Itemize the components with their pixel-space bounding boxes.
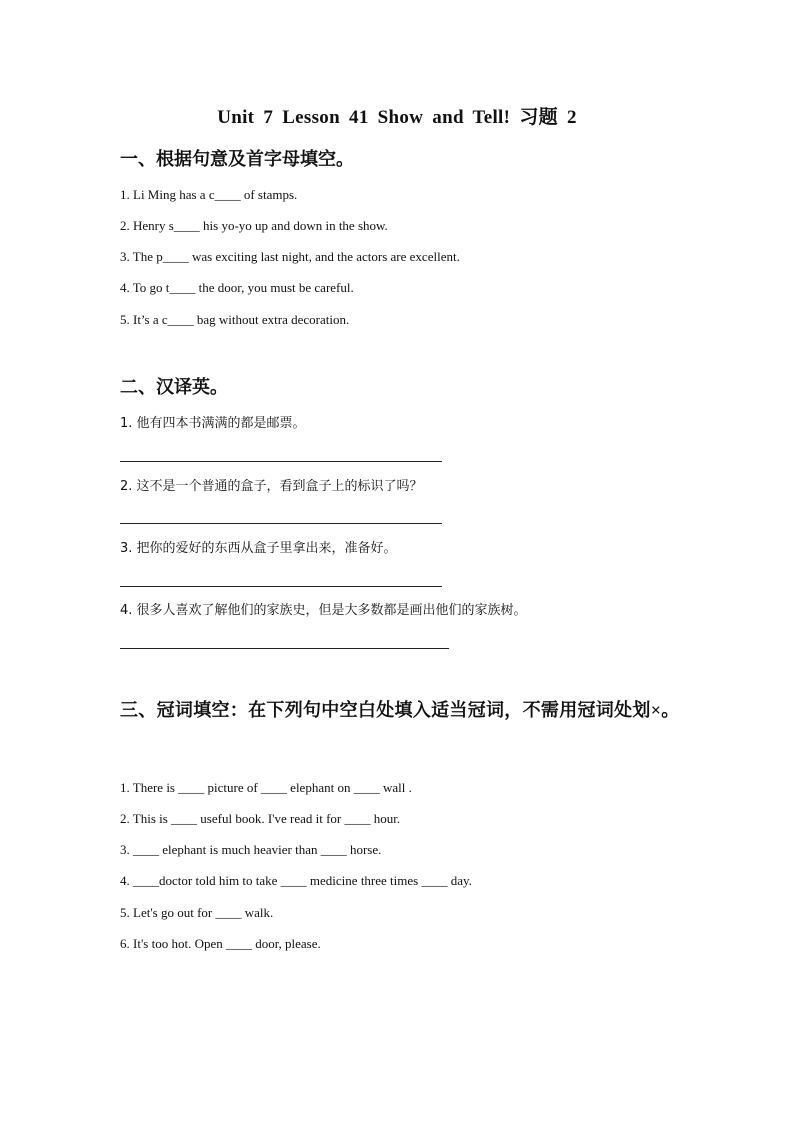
section1-item-1: 1. Li Ming has a c____ of stamps.	[120, 187, 298, 202]
section2-item-1: 1. 他有四本书满满的都是邮票。	[120, 416, 306, 431]
answer-line-1	[120, 461, 442, 462]
section1-item-5: 5. It’s a c____ bag without extra decoration.	[120, 312, 350, 327]
section1-item-2: 2. Henry s____ his yo-yo up and down in the show.	[120, 218, 388, 233]
answer-line-2	[120, 523, 442, 524]
section2-heading: 二、汉译英。	[120, 377, 228, 397]
section3-item-3: 3. ____ elephant is much heavier than ____ horse.	[120, 842, 382, 857]
section2-item-3: 3. 把你的爱好的东西从盒子里拿出来，准备好。	[120, 541, 397, 556]
section1-item-4: 4. To go t____ the door, you must be careful.	[120, 280, 354, 295]
section2-item-2: 2. 这不是一个普通的盒子，看到盒子上的标识了吗？	[120, 479, 423, 494]
answer-line-4	[120, 648, 449, 649]
section3-item-6: 6. It's too hot. Open ____ door, please.	[120, 936, 321, 951]
document-title: Unit 7 Lesson 41 Show and Tell! 习题 2	[217, 107, 577, 128]
section1-heading: 一、根据句意及首字母填空。	[120, 149, 354, 169]
section3-item-4: 4. ____doctor told him to take ____ medicine three times ____ day.	[120, 873, 472, 888]
section3-item-5: 5. Let's go out for ____ walk.	[120, 905, 274, 920]
section1-item-3: 3. The p____ was exciting last night, and the actors are excellent.	[120, 249, 460, 264]
section2-item-4: 4. 很多人喜欢了解他们的家族史，但是大多数都是画出他们的家族树。	[120, 603, 527, 618]
section3-item-2: 2. This is ____ useful book. I've read it for ____ hour.	[120, 811, 401, 826]
answer-line-3	[120, 586, 442, 587]
section3-item-1: 1. There is ____ picture of ____ elephant on ____ wall .	[120, 780, 412, 795]
section3-heading: 三、冠词填空：在下列句中空白处填入适当冠词，不需用冠词处划×。	[120, 700, 680, 720]
